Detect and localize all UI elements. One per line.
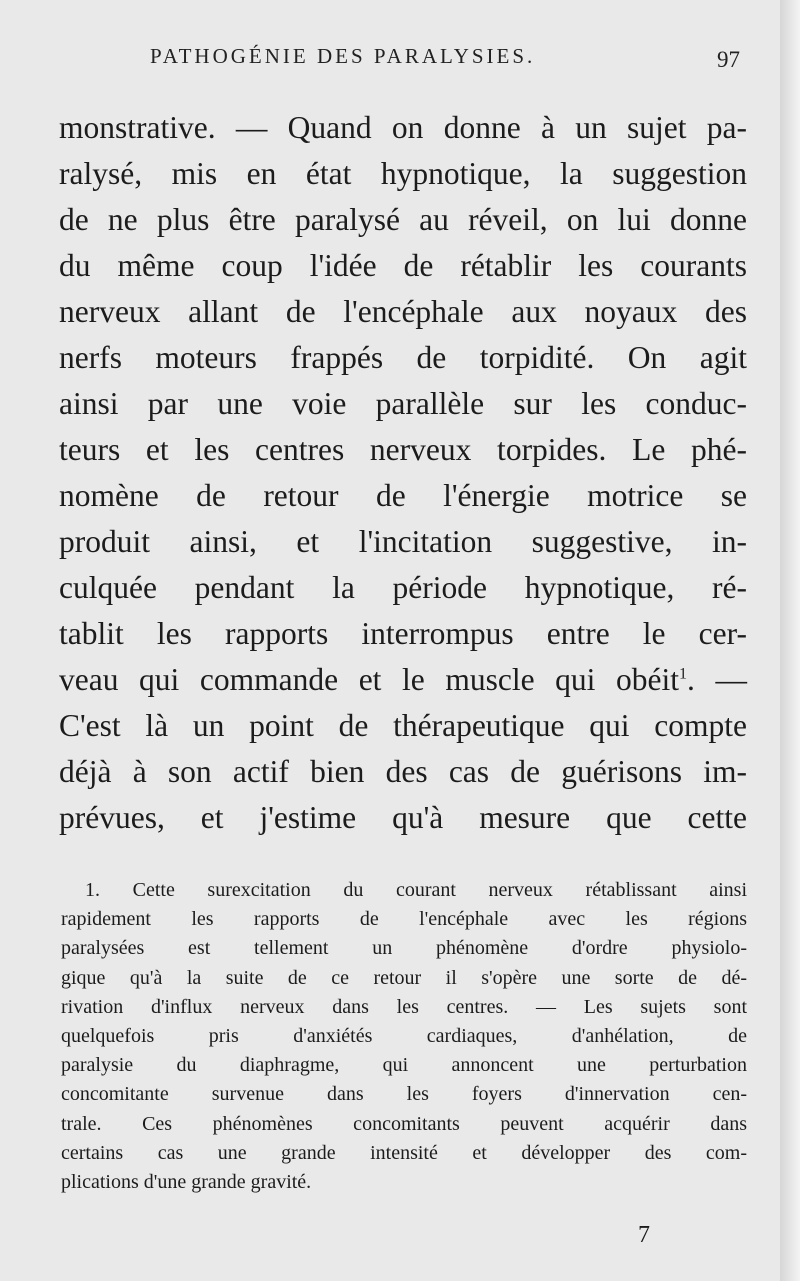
footnote-line: paralysées est tellement un phénomène d'ordre physiolo- [61, 937, 747, 960]
text-line-with-note-ref [59, 657, 747, 703]
footnote-line: gique qu'à la suite de ce retour il s'opère une sorte de dé- [61, 966, 747, 989]
footnote-line: rivation d'influx nerveux dans les centres. — Les sujets sont [61, 995, 747, 1018]
text-line: produit ainsi, et l'incitation suggestive, in- [59, 524, 747, 559]
page-edge [780, 0, 800, 1281]
footnote-line: trale. Ces phénomènes concomitants peuvent acquérir dans [61, 1112, 747, 1135]
footnote-line: quelquefois pris d'anxiétés cardiaques, d'anhélation, de [61, 1024, 747, 1047]
footnote-line-text: Cette surexcitation du courant nerveux rétablissant ainsi [132, 879, 748, 901]
text-line: culquée pendant la période hypnotique, ré- [59, 570, 747, 605]
text-line: tablit les rapports interrompus entre le cer- [59, 616, 747, 651]
footnote-marker: 1. [85, 879, 100, 901]
text-line: monstrative. — Quand on donne à un sujet pa- [59, 110, 747, 145]
text-line: du même coup l'idée de rétablir les courants [59, 248, 747, 283]
footnote-line: rapidement les rapports de l'encéphale avec les régions [61, 908, 747, 931]
footnote-line: certains cas une grande intensité et développer des com- [61, 1141, 747, 1164]
page-number: 97 [717, 47, 740, 72]
text-line: de ne plus être paralysé au réveil, on lui donne [59, 202, 747, 237]
text-line: nerfs moteurs frappés de torpidité. On agit [59, 340, 747, 375]
main-text [59, 105, 747, 841]
footnote-line: concomitante survenue dans les foyers d'innervation cen- [61, 1083, 747, 1106]
footnote-line [61, 876, 747, 905]
page-header [150, 44, 742, 80]
text-line: ainsi par une voie parallèle sur les conduc- [59, 386, 747, 421]
footnote-line: paralysie du diaphragme, qui annoncent une perturbation [61, 1054, 747, 1077]
text-line: teurs et les centres nerveux torpides. Le phé- [59, 432, 747, 467]
text-line: ralysé, mis en état hypnotique, la suggestion [59, 156, 747, 191]
running-head: PATHOGÉNIE DES PARALYSIES. [150, 44, 536, 68]
text-line: prévues, et j'estime qu'à mesure que cette [59, 800, 747, 835]
footnote-reference: 1 [679, 665, 688, 683]
text-line: nomène de retour de l'énergie motrice se [59, 478, 747, 513]
text-line: nerveux allant de l'encéphale aux noyaux des [59, 294, 747, 329]
text-line-start: veau qui commande et le muscle qui obéit [59, 662, 680, 697]
signature-mark: 7 [638, 1222, 650, 1248]
text-line: déjà à son actif bien des cas de guérisons im- [59, 754, 747, 789]
footnote [61, 876, 747, 1197]
text-line: C'est là un point de thérapeutique qui compte [59, 708, 747, 743]
text-line-end: . — [687, 662, 748, 697]
footnote-line: plications d'une grande gravité. [61, 1170, 312, 1193]
